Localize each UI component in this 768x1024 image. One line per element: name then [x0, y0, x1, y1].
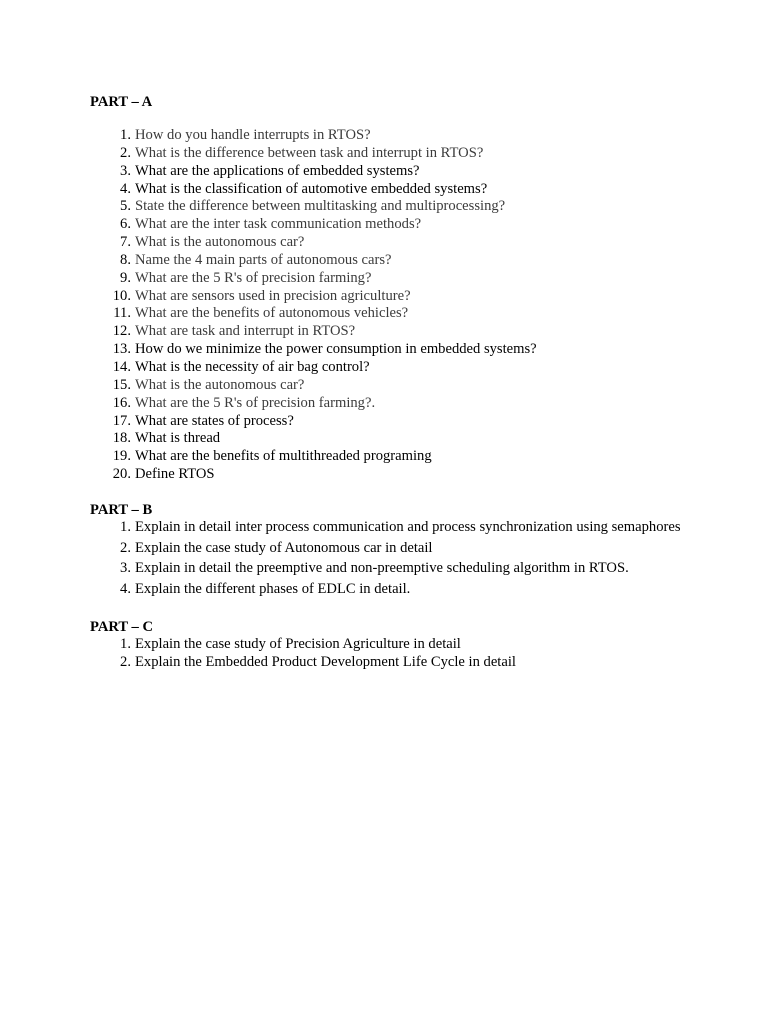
list-item: 3. What are the applications of embedded systems? — [120, 162, 420, 179]
list-item: 14. What is the necessity of air bag control? — [112, 358, 370, 375]
list-item: 1. Explain the case study of Precision Agriculture in detail — [120, 636, 461, 652]
list-item: 4. What is the classification of automotive embedded systems? — [120, 180, 488, 197]
list-item: 15. What is the autonomous car? — [112, 376, 305, 393]
list-item: 1. Explain in detail inter process communication and process synchronization using semaphores — [120, 519, 681, 535]
part-a-question-list — [90, 127, 690, 484]
list-item: 16. What are the 5 R's of precision farming?. — [112, 394, 376, 411]
list-item: 2. What is the difference between task and interrupt in RTOS? — [120, 144, 484, 161]
list-item: 2. Explain the case study of Autonomous car in detail — [120, 539, 433, 556]
list-item: 19. What are the benefits of multithreaded programing — [112, 448, 432, 465]
list-item: 9. What are the 5 R's of precision farming? — [120, 269, 372, 286]
list-item: 2. Explain the Embedded Product Development Life Cycle in detail — [120, 653, 516, 670]
list-item: 12. What are task and interrupt in RTOS? — [112, 323, 356, 340]
list-item: 5. State the difference between multitasking and multiprocessing? — [120, 198, 506, 215]
part-c-heading: PART – C — [90, 619, 153, 635]
list-item: 18. What is thread — [112, 430, 221, 447]
list-item: 8. Name the 4 main parts of autonomous cars? — [120, 251, 392, 268]
list-item: 20. Define RTOS — [112, 466, 215, 483]
list-item: 13. How do we minimize the power consumption in embedded systems? — [112, 341, 537, 358]
part-c-question-list — [90, 636, 690, 672]
part-a-heading: PART – A — [90, 94, 153, 110]
list-item: 3. Explain in detail the preemptive and non-preemptive scheduling algorithm in RTOS. — [120, 560, 629, 576]
list-item: 10. What are sensors used in precision agriculture? — [112, 287, 411, 304]
part-b-question-list — [90, 517, 690, 599]
list-item: 1. How do you handle interrupts in RTOS? — [120, 127, 371, 143]
list-item: 11. What are the benefits of autonomous vehicles? — [113, 305, 409, 322]
list-item: 17. What are states of process? — [112, 412, 294, 429]
list-item: 4. Explain the different phases of EDLC in detail. — [120, 580, 411, 597]
list-item: 6. What are the inter task communication methods? — [120, 216, 422, 233]
part-b-heading: PART – B — [90, 502, 153, 518]
list-item: 7. What is the autonomous car? — [120, 234, 305, 251]
